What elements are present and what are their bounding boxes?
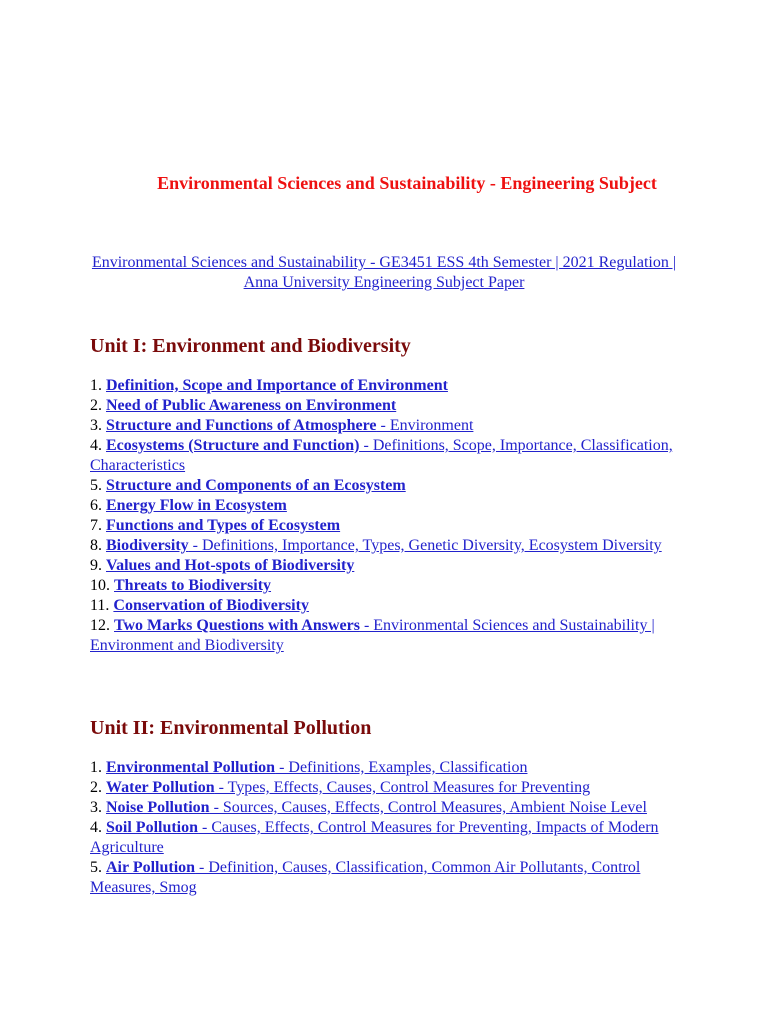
topic-title: Structure and Functions of Atmosphere <box>106 417 377 434</box>
item-number: 6. <box>90 497 106 514</box>
list-item <box>90 416 690 436</box>
list-item <box>90 516 690 536</box>
topic-link[interactable] <box>106 537 662 554</box>
topic-description: - Definition, Causes, Classification, Common Air Pollutants, Control Measures, Smog <box>90 859 641 896</box>
topic-link[interactable] <box>90 437 673 474</box>
topic-description: - Causes, Effects, Control Measures for Preventing, Impacts of Modern Agriculture <box>90 819 659 856</box>
topic-title: Soil Pollution <box>106 819 199 836</box>
topic-description: - Environment <box>376 417 474 434</box>
topic-title: Biodiversity <box>106 537 189 554</box>
list-item <box>90 436 690 476</box>
topic-title: Ecosystems (Structure and Function) <box>106 437 360 454</box>
item-number: 1. <box>90 377 106 394</box>
list-item <box>90 616 690 656</box>
page-title: Environmental Sciences and Sustainability - Engineering Subject <box>157 173 657 193</box>
intro-paragraph <box>80 253 688 293</box>
list-item <box>90 396 690 416</box>
list-item <box>90 536 690 556</box>
list-item <box>90 476 690 496</box>
list-item <box>90 496 690 516</box>
topic-title: Energy Flow in Ecosystem <box>106 497 287 514</box>
list-item <box>90 858 690 898</box>
topic-link[interactable] <box>106 477 406 494</box>
topic-link[interactable] <box>106 779 590 796</box>
item-number: 4. <box>90 437 106 454</box>
list-item <box>90 556 690 576</box>
topic-link[interactable] <box>106 377 448 394</box>
topic-link[interactable] <box>90 617 655 654</box>
topic-description: - Definitions, Scope, Importance, Classification, Characteristics <box>90 437 673 474</box>
list-item <box>90 596 690 616</box>
topic-link[interactable] <box>90 819 659 856</box>
item-number: 3. <box>90 799 106 816</box>
item-number: 10. <box>90 577 114 594</box>
unit-2-heading: Unit II: Environmental Pollution <box>90 717 372 739</box>
unit-2-list <box>90 758 690 898</box>
topic-link[interactable] <box>113 597 309 614</box>
topic-description: - Definitions, Importance, Types, Genetic Diversity, Ecosystem Diversity <box>188 537 662 554</box>
item-number: 2. <box>90 397 106 414</box>
topic-title: Values and Hot-spots of Biodiversity <box>106 557 355 574</box>
item-number: 7. <box>90 517 106 534</box>
unit-1-heading: Unit I: Environment and Biodiversity <box>90 335 411 357</box>
list-item <box>90 376 690 396</box>
topic-description: - Types, Effects, Causes, Control Measures for Preventing <box>214 779 591 796</box>
topic-link[interactable] <box>106 557 354 574</box>
item-number: 4. <box>90 819 106 836</box>
topic-link[interactable] <box>106 759 527 776</box>
topic-description: - Sources, Causes, Effects, Control Measures, Ambient Noise Level <box>209 799 647 816</box>
item-number: 12. <box>90 617 114 634</box>
list-item <box>90 798 690 818</box>
topic-link[interactable] <box>106 517 340 534</box>
topic-link[interactable] <box>90 859 640 896</box>
topic-title: Air Pollution <box>106 859 196 876</box>
topic-title: Water Pollution <box>106 779 215 796</box>
item-number: 3. <box>90 417 106 434</box>
item-number: 2. <box>90 779 106 796</box>
item-number: 5. <box>90 859 106 876</box>
list-item <box>90 758 690 778</box>
topic-title: Two Marks Questions with Answers <box>114 617 360 634</box>
item-number: 8. <box>90 537 106 554</box>
topic-description: - Definitions, Examples, Classification <box>275 759 528 776</box>
topic-title: Conservation of Biodiversity <box>113 597 309 614</box>
topic-link[interactable] <box>106 417 473 434</box>
topic-title: Definition, Scope and Importance of Environment <box>106 377 448 394</box>
topic-link[interactable] <box>106 497 287 514</box>
list-item <box>90 818 690 858</box>
topic-link[interactable] <box>106 799 647 816</box>
intro-link[interactable]: Environmental Sciences and Sustainability - GE3451 ESS 4th Semester | 2021 Regulation | Anna University Engineering Subject Paper <box>91 254 677 291</box>
topic-title: Structure and Components of an Ecosystem <box>106 477 406 494</box>
list-item <box>90 576 690 596</box>
topic-title: Functions and Types of Ecosystem <box>106 517 341 534</box>
item-number: 5. <box>90 477 106 494</box>
unit-1-list <box>90 376 690 656</box>
topic-link[interactable] <box>114 577 271 594</box>
topic-link[interactable] <box>106 397 396 414</box>
list-item <box>90 778 690 798</box>
item-number: 1. <box>90 759 106 776</box>
topic-description: - Environmental Sciences and Sustainability | Environment and Biodiversity <box>90 617 655 654</box>
item-number: 11. <box>90 597 114 614</box>
topic-title: Environmental Pollution <box>106 759 276 776</box>
topic-title: Threats to Biodiversity <box>114 577 272 594</box>
item-number: 9. <box>90 557 106 574</box>
topic-title: Need of Public Awareness on Environment <box>106 397 397 414</box>
topic-title: Noise Pollution <box>106 799 210 816</box>
